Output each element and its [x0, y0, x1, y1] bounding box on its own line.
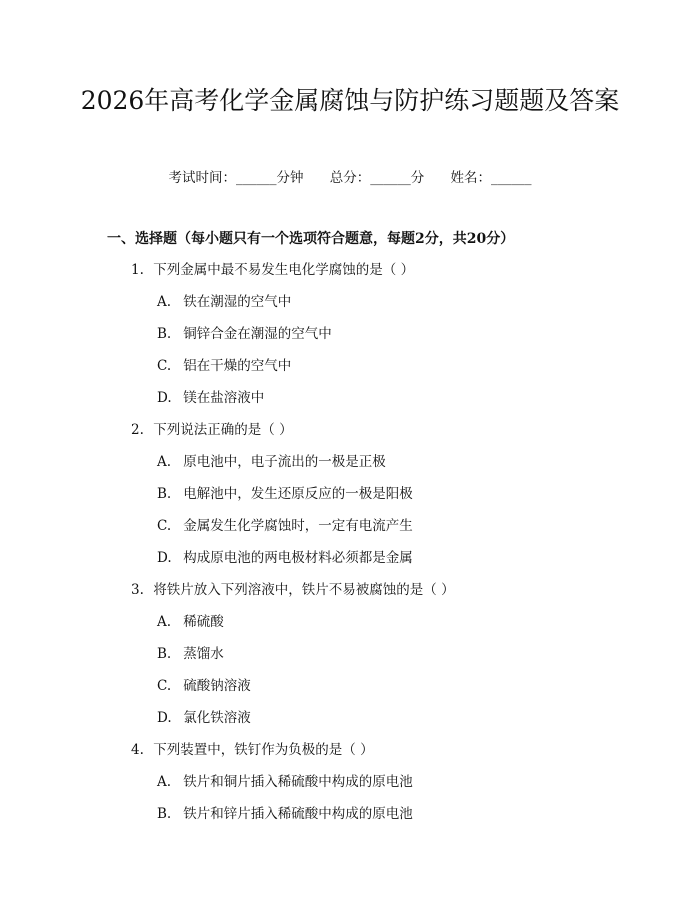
- option-letter: B.: [157, 806, 172, 822]
- question-4-option-b: [157, 804, 413, 824]
- option-text: 原电池中，电子流出的一极是正极: [183, 454, 386, 470]
- option-text: 构成原电池的两电极材料必须都是金属: [183, 550, 413, 566]
- section-heading: 一、选择题（每小题只有一个选项符合题意，每题2分，共20分）: [107, 231, 515, 247]
- option-text: 铁在潮湿的空气中: [183, 294, 292, 310]
- question-3-option-d: [157, 708, 251, 728]
- option-text: 金属发生化学腐蚀时，一定有电流产生: [183, 518, 413, 534]
- page-title: 2026年高考化学金属腐蚀与防护练习题题及答案: [80, 86, 620, 115]
- exam-info-line: [0, 168, 700, 188]
- question-stem: 下列金属中最不易发生电化学腐蚀的是（ ）: [153, 262, 415, 278]
- option-letter: C.: [157, 518, 172, 534]
- question-stem: 下列说法正确的是（ ）: [153, 422, 293, 438]
- question-number: 3.: [131, 582, 144, 598]
- question-stem: 将铁片放入下列溶液中，铁片不易被腐蚀的是（ ）: [153, 582, 455, 598]
- option-letter: A.: [157, 294, 172, 310]
- option-letter: C.: [157, 358, 172, 374]
- option-letter: D.: [157, 550, 172, 566]
- question-1-option-d: [157, 388, 264, 408]
- student-name-field: 姓名：______: [450, 170, 532, 186]
- question-2-option-b: [157, 484, 413, 504]
- question-2-option-a: [157, 452, 386, 472]
- option-text: 电解池中，发生还原反应的一极是阳极: [183, 486, 413, 502]
- question-number: 2.: [131, 422, 144, 438]
- option-letter: A.: [157, 614, 172, 630]
- option-text: 硫酸钠溶液: [183, 678, 251, 694]
- option-text: 稀硫酸: [183, 614, 224, 630]
- option-letter: A.: [157, 774, 172, 790]
- question-3-option-b: [157, 644, 224, 664]
- question-3-option-c: [157, 676, 251, 696]
- question-number: 1.: [131, 262, 144, 278]
- question-1-option-c: [157, 356, 291, 376]
- option-letter: A.: [157, 454, 172, 470]
- exam-time-field: 考试时间：______分钟: [168, 170, 304, 186]
- question-3-option-a: [157, 612, 224, 632]
- option-letter: B.: [157, 486, 172, 502]
- question-stem: 下列装置中，铁钉作为负极的是（ ）: [153, 742, 374, 758]
- question-3: [131, 580, 455, 600]
- question-4-option-a: [157, 772, 413, 792]
- question-4: [131, 740, 374, 760]
- question-2: [131, 420, 293, 440]
- question-1-option-b: [157, 324, 332, 344]
- option-letter: D.: [157, 710, 172, 726]
- question-1-option-a: [157, 292, 291, 312]
- option-text: 铁片和锌片插入稀硫酸中构成的原电池: [183, 806, 413, 822]
- question-number: 4.: [131, 742, 144, 758]
- total-score-field: 总分：______分: [329, 170, 425, 186]
- option-letter: D.: [157, 390, 172, 406]
- option-text: 铁片和铜片插入稀硫酸中构成的原电池: [183, 774, 413, 790]
- option-text: 铝在干燥的空气中: [183, 358, 292, 374]
- option-letter: B.: [157, 646, 172, 662]
- question-2-option-c: [157, 516, 413, 536]
- option-letter: C.: [157, 678, 172, 694]
- option-text: 氯化铁溶液: [183, 710, 251, 726]
- question-2-option-d: [157, 548, 413, 568]
- option-text: 镁在盐溶液中: [183, 390, 265, 406]
- option-text: 铜锌合金在潮湿的空气中: [183, 326, 332, 342]
- option-letter: B.: [157, 326, 172, 342]
- option-text: 蒸馏水: [183, 646, 224, 662]
- question-1: [131, 260, 414, 280]
